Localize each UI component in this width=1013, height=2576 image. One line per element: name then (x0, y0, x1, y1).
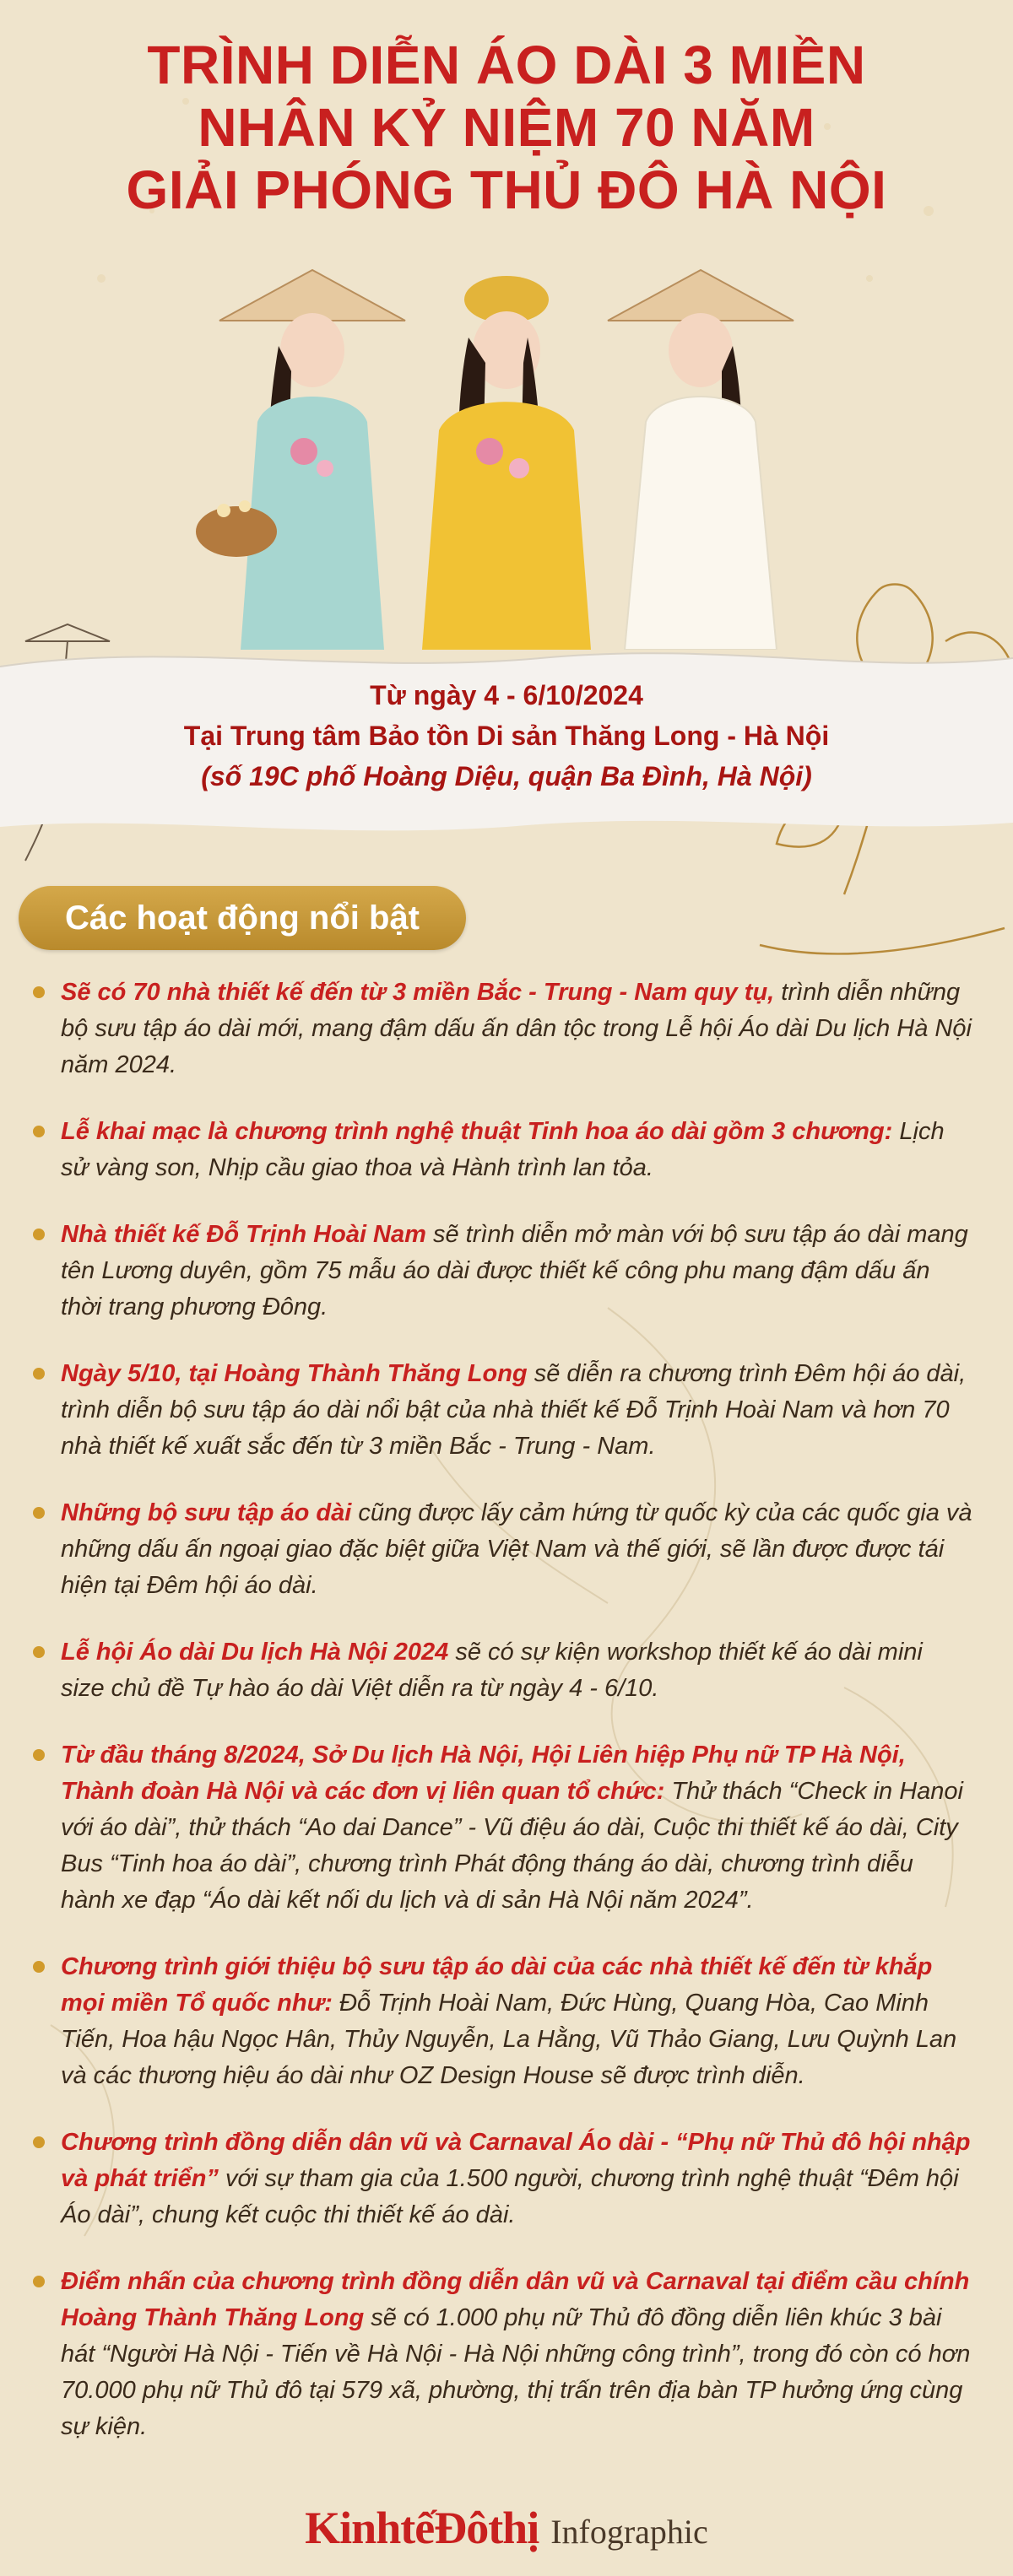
list-item: Nhà thiết kế Đỗ Trịnh Hoài Nam sẽ trình diễn mở màn với bộ sưu tập áo dài mang tên Lương duyên, gồm 75 mẫu áo dài được thiết kế công phu mang đậm dấu ấn thời trang phương Đông. (61, 1217, 972, 1326)
list-item: Ngày 5/10, tại Hoàng Thành Thăng Long sẽ diễn ra chương trình Đêm hội áo dài, trình diễn bộ sưu tập áo dài nổi bật của nhà thiết kế Đỗ Trịnh Hoài Nam và hơn 70 nhà thiết kế xuất sắc đến từ 3 miền Bắc - Trung - Nam. (61, 1356, 972, 1465)
woman-middle-figure (422, 276, 591, 650)
section-heading: Các hoạt động nổi bật (19, 886, 466, 950)
list-item: Sẽ có 70 nhà thiết kế đến từ 3 miền Bắc - Trung - Nam quy tụ, trình diễn những bộ sưu tập áo dài mới, mang đậm dấu ấn dân tộc trong Lễ hội Áo dài Du lịch Hà Nội năm 2024. (61, 975, 972, 1083)
woman-left-figure (196, 270, 405, 650)
bullet-dot-icon (33, 1961, 45, 1973)
list-item: Chương trình giới thiệu bộ sưu tập áo dài của các nhà thiết kế đến từ khắp mọi miền Tổ quốc như: Đỗ Trịnh Hoài Nam, Đức Hùng, Quang Hòa, Cao Minh Tiến, Hoa hậu Ngọc Hân, Thủy Nguyễn, La Hằng, Vũ Thảo Giang, Lưu Quỳnh Lan và các thương hiệu áo dài như OZ Design House sẽ được trình diễn. (61, 1949, 972, 2094)
bullet-dot-icon (33, 1507, 45, 1519)
event-venue: Tại Trung tâm Bảo tồn Di sản Thăng Long - Hà Nội (183, 721, 830, 751)
bullet-dot-icon (33, 1749, 45, 1761)
list-item: Chương trình đồng diễn dân vũ và Carnaval Áo dài - “Phụ nữ Thủ đô hội nhập và phát triển” với sự tham gia của 1.500 người, chương trình nghệ thuật “Đêm hội Áo dài”, chung kết cuộc thi thiết kế áo dài. (61, 2125, 972, 2233)
list-item: Lễ khai mạc là chương trình nghệ thuật Tinh hoa áo dài gồm 3 chương: Lịch sử vàng son, Nhịp cầu giao thoa và Hành trình lan tỏa. (61, 1114, 972, 1186)
activities-list (0, 975, 1013, 2476)
list-item: Những bộ sưu tập áo dài cũng được lấy cảm hứng từ quốc kỳ của các quốc gia và những dấu ấn ngoại giao đặc biệt giữa Việt Nam và thế giới, sẽ lần được được tái hiện tại Đêm hội áo dài. (61, 1495, 972, 1604)
ao-dai-illustration (186, 253, 827, 650)
event-address: (số 19C phố Hoàng Diệu, quận Ba Đình, Hà Nội) (201, 761, 812, 791)
brand-logo (305, 2502, 708, 2554)
bullet-dot-icon (33, 2276, 45, 2287)
woman-right-figure (608, 270, 794, 650)
list-item: Từ đầu tháng 8/2024, Sở Du lịch Hà Nội, Hội Liên hiệp Phụ nữ TP Hà Nội, Thành đoàn Hà Nội và các đơn vị liên quan tổ chức: Thử thách “Check in Hanoi với áo dài”, thử thách “Ao dai Dance” - Vũ điệu áo dài, Cuộc thi thiết kế áo dài, City Bus “Tinh hoa áo dài”, chương trình Phát động tháng áo dài, chương trình diễu hành xe đạp “Áo dài kết nối du lịch và di sản Hà Nội năm 2024”. (61, 1737, 972, 1919)
list-item: Lễ hội Áo dài Du lịch Hà Nội 2024 sẽ có sự kiện workshop thiết kế áo dài mini size chủ đề Tự hào áo dài Việt diễn ra từ ngày 4 - 6/10. (61, 1634, 972, 1707)
title-line-3: GIẢI PHÓNG THỦ ĐÔ HÀ NỘI (126, 159, 887, 220)
bullet-dot-icon (33, 2136, 45, 2148)
bullet-dot-icon (33, 1646, 45, 1658)
event-info (0, 675, 1013, 797)
bullet-dot-icon (33, 1126, 45, 1137)
bullet-dot-icon (33, 1368, 45, 1380)
bullet-dot-icon (33, 986, 45, 998)
list-item: Điểm nhấn của chương trình đồng diễn dân vũ và Carnaval tại điểm cầu chính Hoàng Thành Thăng Long sẽ có 1.000 phụ nữ Thủ đô đồng diễn liên khúc 3 bài hát “Người Hà Nội - Tiến về Hà Nội - Hà Nội những công trình”, trong đó còn có hơn 70.000 phụ nữ Thủ đô tại 579 xã, phường, thị trấn trên địa bàn TP hưởng ứng cùng sự kiện. (61, 2264, 972, 2445)
brand-tag: Infographic (550, 2513, 708, 2551)
title-line-2: NHÂN KỶ NIỆM 70 NĂM (198, 97, 815, 158)
page-title (0, 34, 1013, 221)
footer (0, 2502, 1013, 2554)
event-date: Từ ngày 4 - 6/10/2024 (370, 680, 643, 710)
bullet-dot-icon (33, 1229, 45, 1240)
brand-name: KinhtếĐôthị (305, 2503, 539, 2553)
title-line-1: TRÌNH DIỄN ÁO DÀI 3 MIỀN (147, 35, 866, 95)
